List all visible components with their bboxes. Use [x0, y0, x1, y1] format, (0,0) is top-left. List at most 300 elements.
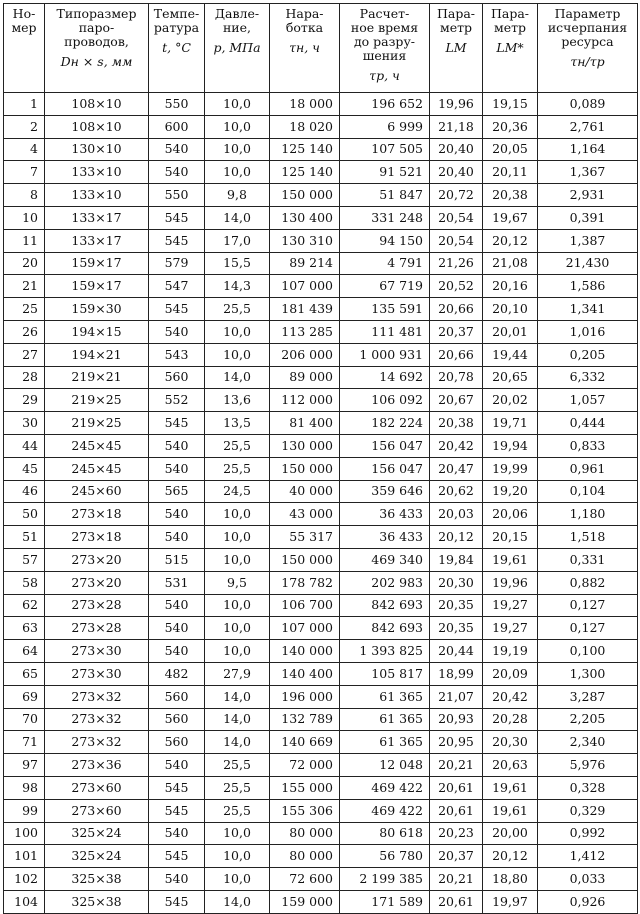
cell-resource-ratio: 3,287 [538, 685, 638, 708]
cell-number: 58 [4, 571, 45, 594]
cell-lm: 20,03 [430, 503, 483, 526]
cell-resource-ratio: 1,387 [538, 229, 638, 252]
cell-resource-ratio: 2,340 [538, 731, 638, 754]
header-label-line: паро- [78, 20, 115, 35]
cell-lm-star: 20,10 [483, 298, 538, 321]
cell-resource-ratio: 0,089 [538, 93, 638, 116]
cell-pressure: 13,6 [205, 389, 270, 412]
table-row [4, 184, 638, 207]
cell-resource-ratio: 0,328 [538, 776, 638, 799]
cell-rupture-time: 80 618 [340, 822, 430, 845]
cell-number: 101 [4, 845, 45, 868]
cell-pipe-size: 273×28 [45, 594, 149, 617]
cell-lm: 20,61 [430, 890, 483, 913]
cell-pressure: 25,5 [205, 754, 270, 777]
cell-lm-star: 19,27 [483, 594, 538, 617]
cell-temperature: 545 [149, 412, 205, 435]
cell-pressure: 25,5 [205, 799, 270, 822]
cell-temperature: 545 [149, 776, 205, 799]
cell-rupture-time: 469 422 [340, 799, 430, 822]
cell-pipe-size: 159×17 [45, 275, 149, 298]
table-row [4, 115, 638, 138]
cell-lm: 21,26 [430, 252, 483, 275]
cell-resource-ratio: 1,057 [538, 389, 638, 412]
cell-temperature: 482 [149, 662, 205, 685]
cell-temperature: 540 [149, 503, 205, 526]
cell-temperature: 545 [149, 890, 205, 913]
cell-lm: 20,21 [430, 754, 483, 777]
cell-pressure: 10,0 [205, 115, 270, 138]
column-header-pressure [205, 4, 270, 93]
cell-pipe-size: 245×45 [45, 457, 149, 480]
cell-pressure: 10,0 [205, 526, 270, 549]
cell-operating-time: 18 000 [270, 93, 340, 116]
cell-temperature: 540 [149, 161, 205, 184]
cell-pipe-size: 325×24 [45, 845, 149, 868]
table-row [4, 434, 638, 457]
cell-lm: 20,95 [430, 731, 483, 754]
cell-number: 102 [4, 868, 45, 891]
cell-pressure: 25,5 [205, 457, 270, 480]
cell-pressure: 10,0 [205, 320, 270, 343]
cell-resource-ratio: 0,992 [538, 822, 638, 845]
cell-rupture-time: 36 433 [340, 503, 430, 526]
cell-pressure: 14,0 [205, 708, 270, 731]
cell-operating-time: 113 285 [270, 320, 340, 343]
header-label-line: метр [439, 20, 473, 35]
cell-rupture-time: 111 481 [340, 320, 430, 343]
cell-rupture-time: 4 791 [340, 252, 430, 275]
cell-resource-ratio: 0,104 [538, 480, 638, 503]
cell-resource-ratio: 5,976 [538, 754, 638, 777]
cell-pressure: 9,5 [205, 571, 270, 594]
cell-resource-ratio: 0,127 [538, 617, 638, 640]
cell-temperature: 540 [149, 320, 205, 343]
header-unit: LM* [496, 40, 524, 55]
table-row [4, 799, 638, 822]
cell-pipe-size: 219×25 [45, 412, 149, 435]
cell-rupture-time: 105 817 [340, 662, 430, 685]
cell-number: 63 [4, 617, 45, 640]
cell-rupture-time: 91 521 [340, 161, 430, 184]
cell-temperature: 540 [149, 526, 205, 549]
header-label-line: Но- [12, 6, 36, 21]
cell-pipe-size: 273×28 [45, 617, 149, 640]
table-row [4, 138, 638, 161]
cell-operating-time: 107 000 [270, 275, 340, 298]
cell-lm-star: 19,44 [483, 343, 538, 366]
cell-pipe-size: 325×38 [45, 890, 149, 913]
cell-lm-star: 19,27 [483, 617, 538, 640]
column-header-operating-time [270, 4, 340, 93]
cell-number: 99 [4, 799, 45, 822]
cell-lm-star: 20,11 [483, 161, 538, 184]
cell-lm: 20,42 [430, 434, 483, 457]
cell-lm: 20,35 [430, 594, 483, 617]
cell-resource-ratio: 0,329 [538, 799, 638, 822]
cell-pipe-size: 133×17 [45, 206, 149, 229]
cell-temperature: 540 [149, 594, 205, 617]
cell-operating-time: 150 000 [270, 184, 340, 207]
cell-lm: 19,96 [430, 93, 483, 116]
cell-rupture-time: 359 646 [340, 480, 430, 503]
cell-lm-star: 20,42 [483, 685, 538, 708]
table-header [4, 4, 638, 93]
cell-lm-star: 19,19 [483, 640, 538, 663]
cell-pipe-size: 194×21 [45, 343, 149, 366]
cell-lm-star: 20,09 [483, 662, 538, 685]
cell-lm-star: 19,94 [483, 434, 538, 457]
cell-lm-star: 20,15 [483, 526, 538, 549]
cell-operating-time: 80 000 [270, 845, 340, 868]
header-label-line: Пара- [436, 6, 476, 21]
cell-pressure: 10,0 [205, 617, 270, 640]
cell-operating-time: 106 700 [270, 594, 340, 617]
table-row [4, 868, 638, 891]
cell-resource-ratio: 1,518 [538, 526, 638, 549]
cell-rupture-time: 135 591 [340, 298, 430, 321]
cell-temperature: 545 [149, 799, 205, 822]
cell-lm-star: 19,61 [483, 776, 538, 799]
cell-number: 45 [4, 457, 45, 480]
cell-lm-star: 19,99 [483, 457, 538, 480]
cell-pipe-size: 273×32 [45, 731, 149, 754]
cell-temperature: 540 [149, 868, 205, 891]
cell-pipe-size: 273×30 [45, 640, 149, 663]
cell-pressure: 14,0 [205, 366, 270, 389]
cell-temperature: 565 [149, 480, 205, 503]
cell-rupture-time: 67 719 [340, 275, 430, 298]
header-label-line: проводов, [64, 34, 129, 49]
cell-resource-ratio: 0,205 [538, 343, 638, 366]
cell-lm: 20,52 [430, 275, 483, 298]
cell-resource-ratio: 0,926 [538, 890, 638, 913]
cell-resource-ratio: 0,833 [538, 434, 638, 457]
cell-lm-star: 20,16 [483, 275, 538, 298]
cell-resource-ratio: 0,391 [538, 206, 638, 229]
cell-resource-ratio: 0,127 [538, 594, 638, 617]
cell-lm-star: 20,02 [483, 389, 538, 412]
cell-lm: 21,07 [430, 685, 483, 708]
cell-number: 25 [4, 298, 45, 321]
header-unit: t, °C [162, 40, 191, 55]
cell-temperature: 560 [149, 366, 205, 389]
cell-temperature: 545 [149, 206, 205, 229]
cell-rupture-time: 2 199 385 [340, 868, 430, 891]
cell-lm-star: 19,15 [483, 93, 538, 116]
cell-operating-time: 130 400 [270, 206, 340, 229]
cell-lm: 20,44 [430, 640, 483, 663]
cell-operating-time: 132 789 [270, 708, 340, 731]
cell-lm: 20,54 [430, 206, 483, 229]
header-label-line: Пара- [490, 6, 530, 21]
document-page [3, 3, 637, 909]
table-row [4, 457, 638, 480]
cell-resource-ratio: 1,367 [538, 161, 638, 184]
cell-operating-time: 55 317 [270, 526, 340, 549]
cell-lm: 19,84 [430, 548, 483, 571]
cell-operating-time: 159 000 [270, 890, 340, 913]
cell-number: 64 [4, 640, 45, 663]
table-row [4, 708, 638, 731]
cell-temperature: 545 [149, 298, 205, 321]
cell-lm-star: 19,20 [483, 480, 538, 503]
cell-temperature: 540 [149, 457, 205, 480]
cell-operating-time: 43 000 [270, 503, 340, 526]
header-label-line: Давле- [214, 6, 260, 21]
cell-operating-time: 181 439 [270, 298, 340, 321]
cell-number: 104 [4, 890, 45, 913]
cell-rupture-time: 331 248 [340, 206, 430, 229]
cell-number: 4 [4, 138, 45, 161]
cell-pressure: 10,0 [205, 343, 270, 366]
table-row [4, 617, 638, 640]
cell-operating-time: 150 000 [270, 457, 340, 480]
cell-lm: 20,66 [430, 298, 483, 321]
cell-number: 44 [4, 434, 45, 457]
cell-resource-ratio: 0,961 [538, 457, 638, 480]
cell-operating-time: 140 669 [270, 731, 340, 754]
cell-pressure: 14,0 [205, 731, 270, 754]
table-row [4, 548, 638, 571]
column-header-temperature [149, 4, 205, 93]
cell-rupture-time: 842 693 [340, 617, 430, 640]
cell-pipe-size: 273×20 [45, 548, 149, 571]
column-header-lm [430, 4, 483, 93]
table-row [4, 366, 638, 389]
cell-pressure: 10,0 [205, 822, 270, 845]
cell-pipe-size: 273×60 [45, 799, 149, 822]
cell-pressure: 10,0 [205, 640, 270, 663]
cell-number: 26 [4, 320, 45, 343]
cell-number: 11 [4, 229, 45, 252]
cell-operating-time: 140 000 [270, 640, 340, 663]
cell-lm-star: 20,01 [483, 320, 538, 343]
cell-lm: 20,61 [430, 776, 483, 799]
cell-pressure: 17,0 [205, 229, 270, 252]
cell-resource-ratio: 1,164 [538, 138, 638, 161]
cell-pressure: 15,5 [205, 252, 270, 275]
cell-lm: 20,37 [430, 320, 483, 343]
cell-number: 10 [4, 206, 45, 229]
cell-pipe-size: 159×30 [45, 298, 149, 321]
cell-lm: 20,38 [430, 412, 483, 435]
cell-lm: 20,12 [430, 526, 483, 549]
cell-temperature: 600 [149, 115, 205, 138]
cell-operating-time: 206 000 [270, 343, 340, 366]
header-label-line: шения [362, 48, 407, 63]
cell-pressure: 13,5 [205, 412, 270, 435]
header-label-line: Нара- [285, 6, 324, 21]
table-row [4, 275, 638, 298]
cell-number: 97 [4, 754, 45, 777]
table-row [4, 685, 638, 708]
table-row [4, 822, 638, 845]
cell-pressure: 25,5 [205, 776, 270, 799]
cell-pipe-size: 273×30 [45, 662, 149, 685]
cell-resource-ratio: 2,761 [538, 115, 638, 138]
header-label-line: ратура [153, 20, 200, 35]
cell-lm: 20,40 [430, 138, 483, 161]
table-row [4, 571, 638, 594]
table-row [4, 526, 638, 549]
cell-temperature: 540 [149, 617, 205, 640]
table-body [4, 93, 638, 914]
table-row [4, 206, 638, 229]
cell-number: 28 [4, 366, 45, 389]
cell-lm: 20,66 [430, 343, 483, 366]
cell-rupture-time: 469 340 [340, 548, 430, 571]
cell-operating-time: 89 214 [270, 252, 340, 275]
cell-rupture-time: 1 000 931 [340, 343, 430, 366]
cell-pressure: 27,9 [205, 662, 270, 685]
cell-lm-star: 18,80 [483, 868, 538, 891]
cell-temperature: 560 [149, 685, 205, 708]
header-label-line: ние, [222, 20, 252, 35]
cell-pipe-size: 108×10 [45, 115, 149, 138]
table-row [4, 343, 638, 366]
cell-resource-ratio: 0,100 [538, 640, 638, 663]
cell-lm: 20,62 [430, 480, 483, 503]
table-row [4, 161, 638, 184]
header-label-line: Расчет- [359, 6, 410, 21]
cell-lm-star: 19,97 [483, 890, 538, 913]
table-row [4, 389, 638, 412]
cell-rupture-time: 182 224 [340, 412, 430, 435]
column-header-rupture-time [340, 4, 430, 93]
cell-lm: 20,23 [430, 822, 483, 845]
cell-operating-time: 125 140 [270, 138, 340, 161]
cell-operating-time: 72 000 [270, 754, 340, 777]
cell-pressure: 10,0 [205, 93, 270, 116]
cell-pressure: 14,0 [205, 206, 270, 229]
header-unit: τн, ч [289, 40, 320, 55]
cell-pipe-size: 273×20 [45, 571, 149, 594]
table-row [4, 776, 638, 799]
column-header-lm-star [483, 4, 538, 93]
column-header-pipe-size [45, 4, 149, 93]
cell-temperature: 545 [149, 845, 205, 868]
cell-number: 46 [4, 480, 45, 503]
cell-rupture-time: 107 505 [340, 138, 430, 161]
cell-pressure: 10,0 [205, 594, 270, 617]
cell-number: 62 [4, 594, 45, 617]
header-unit: Dн × s, мм [60, 54, 133, 69]
table-row [4, 640, 638, 663]
cell-rupture-time: 56 780 [340, 845, 430, 868]
header-unit: LM [445, 40, 467, 55]
cell-lm: 20,72 [430, 184, 483, 207]
cell-operating-time: 40 000 [270, 480, 340, 503]
cell-lm: 20,37 [430, 845, 483, 868]
cell-operating-time: 155 000 [270, 776, 340, 799]
column-header-number [4, 4, 45, 93]
cell-pressure: 10,0 [205, 548, 270, 571]
cell-operating-time: 107 000 [270, 617, 340, 640]
cell-operating-time: 140 400 [270, 662, 340, 685]
cell-rupture-time: 61 365 [340, 685, 430, 708]
cell-temperature: 540 [149, 138, 205, 161]
header-label-line: ресурса [561, 34, 614, 49]
cell-temperature: 560 [149, 731, 205, 754]
cell-temperature: 540 [149, 822, 205, 845]
cell-pipe-size: 133×10 [45, 161, 149, 184]
cell-number: 98 [4, 776, 45, 799]
cell-temperature: 543 [149, 343, 205, 366]
cell-number: 30 [4, 412, 45, 435]
cell-pressure: 14,0 [205, 890, 270, 913]
cell-lm: 21,18 [430, 115, 483, 138]
cell-lm-star: 20,36 [483, 115, 538, 138]
cell-rupture-time: 36 433 [340, 526, 430, 549]
cell-operating-time: 130 000 [270, 434, 340, 457]
cell-number: 65 [4, 662, 45, 685]
cell-number: 7 [4, 161, 45, 184]
cell-lm: 20,40 [430, 161, 483, 184]
cell-lm-star: 19,71 [483, 412, 538, 435]
table-row [4, 229, 638, 252]
cell-lm-star: 20,00 [483, 822, 538, 845]
table-row [4, 480, 638, 503]
cell-number: 57 [4, 548, 45, 571]
cell-pressure: 14,3 [205, 275, 270, 298]
cell-lm-star: 19,61 [483, 799, 538, 822]
cell-rupture-time: 61 365 [340, 731, 430, 754]
cell-lm-star: 19,67 [483, 206, 538, 229]
cell-number: 69 [4, 685, 45, 708]
cell-pipe-size: 245×45 [45, 434, 149, 457]
cell-lm: 18,99 [430, 662, 483, 685]
table-row [4, 320, 638, 343]
table-row [4, 252, 638, 275]
cell-number: 8 [4, 184, 45, 207]
cell-pressure: 10,0 [205, 138, 270, 161]
cell-number: 21 [4, 275, 45, 298]
cell-rupture-time: 469 422 [340, 776, 430, 799]
header-label-line: Типоразмер [56, 6, 137, 21]
cell-lm: 20,30 [430, 571, 483, 594]
cell-lm: 20,21 [430, 868, 483, 891]
header-label-line: до разру- [353, 34, 416, 49]
header-label-line: исчерпания [547, 20, 628, 35]
cell-resource-ratio: 1,300 [538, 662, 638, 685]
cell-number: 51 [4, 526, 45, 549]
cell-resource-ratio: 1,341 [538, 298, 638, 321]
cell-lm-star: 20,65 [483, 366, 538, 389]
cell-number: 27 [4, 343, 45, 366]
cell-pipe-size: 219×25 [45, 389, 149, 412]
header-label-line: ное время [350, 20, 419, 35]
cell-resource-ratio: 1,412 [538, 845, 638, 868]
header-label-line: метр [493, 20, 527, 35]
header-row [4, 4, 638, 93]
cell-number: 1 [4, 93, 45, 116]
cell-number: 70 [4, 708, 45, 731]
cell-temperature: 547 [149, 275, 205, 298]
cell-resource-ratio: 1,586 [538, 275, 638, 298]
cell-pressure: 10,0 [205, 161, 270, 184]
cell-resource-ratio: 1,180 [538, 503, 638, 526]
cell-pressure: 10,0 [205, 503, 270, 526]
table-row [4, 662, 638, 685]
cell-pressure: 9,8 [205, 184, 270, 207]
cell-rupture-time: 51 847 [340, 184, 430, 207]
cell-lm-star: 21,08 [483, 252, 538, 275]
cell-resource-ratio: 0,033 [538, 868, 638, 891]
cell-operating-time: 196 000 [270, 685, 340, 708]
cell-pipe-size: 219×21 [45, 366, 149, 389]
cell-pipe-size: 273×18 [45, 503, 149, 526]
